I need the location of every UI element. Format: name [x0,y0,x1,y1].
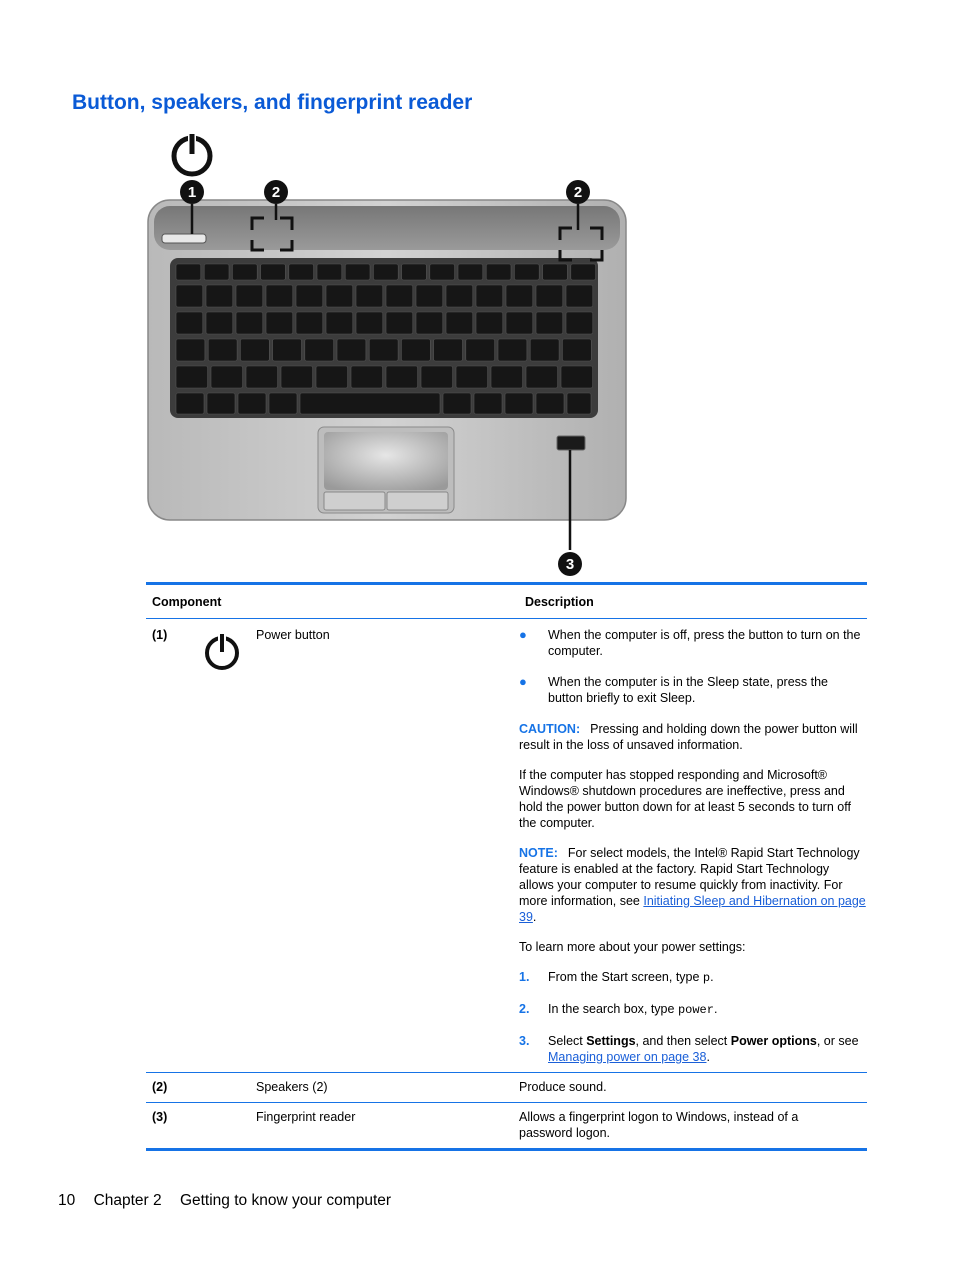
paragraph: To learn more about your power settings: [519,940,746,954]
page-title: Button, speakers, and fingerprint reader [72,91,473,114]
table-row-fingerprint-reader [146,1103,867,1148]
component-description [519,627,866,1072]
callout-2-right: 2 [566,180,590,204]
page-number: 10 [58,1192,76,1209]
chapter-title: Getting to know your computer [179,1192,392,1209]
page-footer [58,1192,405,1210]
step-item: 1. From the Start screen, type p. [519,970,714,985]
table-row-power-button [146,619,867,1072]
caution-note: CAUTION: Pressing and holding down the power button will result in the loss of unsaved information. [519,722,858,752]
component-table [146,582,867,1151]
row-number: (1) [152,628,168,642]
component-description: Allows a fingerprint logon to Windows, instead of a password logon. [519,1110,799,1140]
link-managing-power[interactable]: Managing power on page 38 [548,1050,707,1064]
header-description: Description [525,595,594,609]
table-row-speakers [146,1073,867,1102]
step-item: 2. In the search box, type power. [519,1002,718,1017]
power-icon-large [174,134,210,174]
callout-1: 1 [180,180,204,204]
callout-3: 3 [558,552,582,576]
table-header [146,585,867,618]
component-description: Produce sound. [519,1080,607,1094]
step-item: 3. Select Settings, and then select Power options, or see Managing power on page 38. [519,1034,859,1064]
chapter-label: Chapter 2 [93,1192,162,1209]
laptop-top-view-illustration [140,130,640,580]
paragraph: If the computer has stopped responding and Microsoft® Windows® shutdown procedures are ineffective, press and hold the power button down for at least 5 seconds to turn off the computer. [519,768,851,830]
row-number: (3) [152,1110,168,1124]
callout-2-left: 2 [264,180,288,204]
list-item: ● When the computer is off, press the button to turn on the computer. [519,627,861,658]
component-name: Fingerprint reader [256,1110,356,1124]
component-name: Power button [256,628,330,642]
link-initiating-sleep[interactable]: Initiating Sleep and Hibernation on page 39 [519,894,866,924]
component-name: Speakers (2) [256,1080,328,1094]
row-number: (2) [152,1080,168,1094]
power-icon [192,627,256,1072]
note: NOTE: For select models, the Intel® Rapid Start Technology feature is enabled at the factory. Rapid Start Technology allows your computer to resume quickly from inactivity. For more information, see Initiating Sleep and Hibernation on page 39. [519,846,866,924]
laptop-illustration [140,130,640,580]
list-item: ● When the computer is in the Sleep state, press the button briefly to exit Sleep. [519,674,829,705]
header-component: Component [152,595,222,609]
